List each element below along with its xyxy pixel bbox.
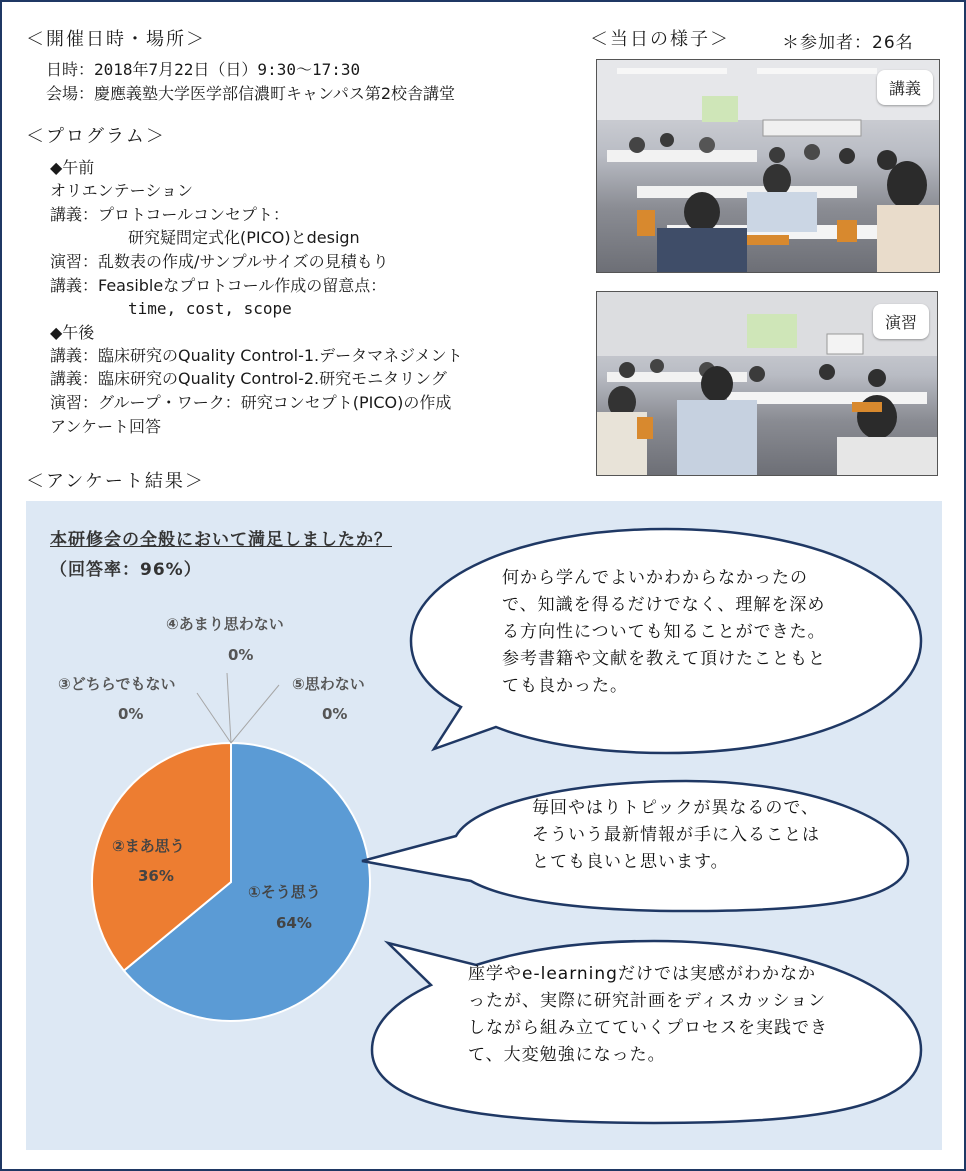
comment-2: 毎回やはりトピックが異なるので、そういう最新情報が手に入ることはとても良いと思います。	[532, 798, 820, 872]
program-line: 講義：Feasibleなプロトコール作成の留意点：	[50, 276, 387, 295]
program-line: オリエンテーション	[50, 181, 194, 200]
pie-value-label: 0%	[118, 705, 144, 723]
pie-category-label: ④あまり思わない	[166, 615, 284, 633]
survey-question: 本研修会の全般において満足しましたか？	[50, 530, 392, 550]
program-line: 演習：乱数表の作成/サンプルサイズの見積もり	[50, 252, 389, 271]
exercise-tag: 演習	[873, 304, 929, 339]
program-line: time, cost, scope	[128, 299, 292, 318]
pie-value-label: 0%	[322, 705, 348, 723]
lecture-tag: 講義	[877, 70, 933, 105]
participants-count: ＊参加者：26名	[782, 33, 914, 53]
survey-panel	[26, 501, 942, 1150]
comment-3: 座学やe-learningだけでは実感がわかなかったが、実際に研究計画をディスカッションしながら組み立てていくプロセスを実践できて、大変勉強になった。	[468, 964, 828, 1065]
event-datetime: 日時：2018年7月22日（日）9:30～17:30	[46, 60, 361, 79]
program-line: 研究疑問定式化(PICO)とdesign	[128, 228, 360, 247]
pie-value-label: 0%	[228, 646, 254, 664]
event-section-title: ＜開催日時・場所＞	[26, 29, 206, 50]
pie-category-label: ②まあ思う	[112, 837, 185, 855]
program-line: 講義：プロトコールコンセプト：	[50, 205, 290, 224]
program-line: 講義：臨床研究のQuality Control-2.研究モニタリング	[50, 369, 447, 388]
event-venue: 会場：慶應義塾大学医学部信濃町キャンパス第2校舎講堂	[46, 84, 456, 103]
program-line: ◆午前	[50, 158, 95, 177]
pie-category-label: ①そう思う	[248, 883, 321, 901]
program-line: アンケート回答	[50, 417, 162, 436]
lecture-photo	[596, 59, 940, 273]
program-line: ◆午後	[50, 323, 95, 342]
comment-1: 何から学んでよいかわからなかったので、知識を得るだけでなく、理解を深める方向性についても知ることができた。参考書籍や文献を教えて頂けたこともとても良かった。	[502, 568, 826, 696]
pie-category-label: ⑤思わない	[292, 675, 365, 693]
survey-section-title: ＜アンケート結果＞	[26, 471, 205, 492]
pie-value-label: 36%	[138, 867, 174, 885]
program-line: 講義：臨床研究のQuality Control-1.データマネジメント	[50, 346, 463, 365]
survey-response-rate: （回答率：96%）	[50, 560, 202, 580]
exercise-photo	[596, 291, 938, 476]
photos-section-title: ＜当日の様子＞	[590, 29, 730, 50]
pie-value-label: 64%	[276, 914, 312, 932]
program-line: 演習：グループ・ワーク：研究コンセプト(PICO)の作成	[50, 393, 452, 412]
pie-category-label: ③どちらでもない	[58, 675, 176, 693]
program-section-title: ＜プログラム＞	[26, 126, 166, 147]
